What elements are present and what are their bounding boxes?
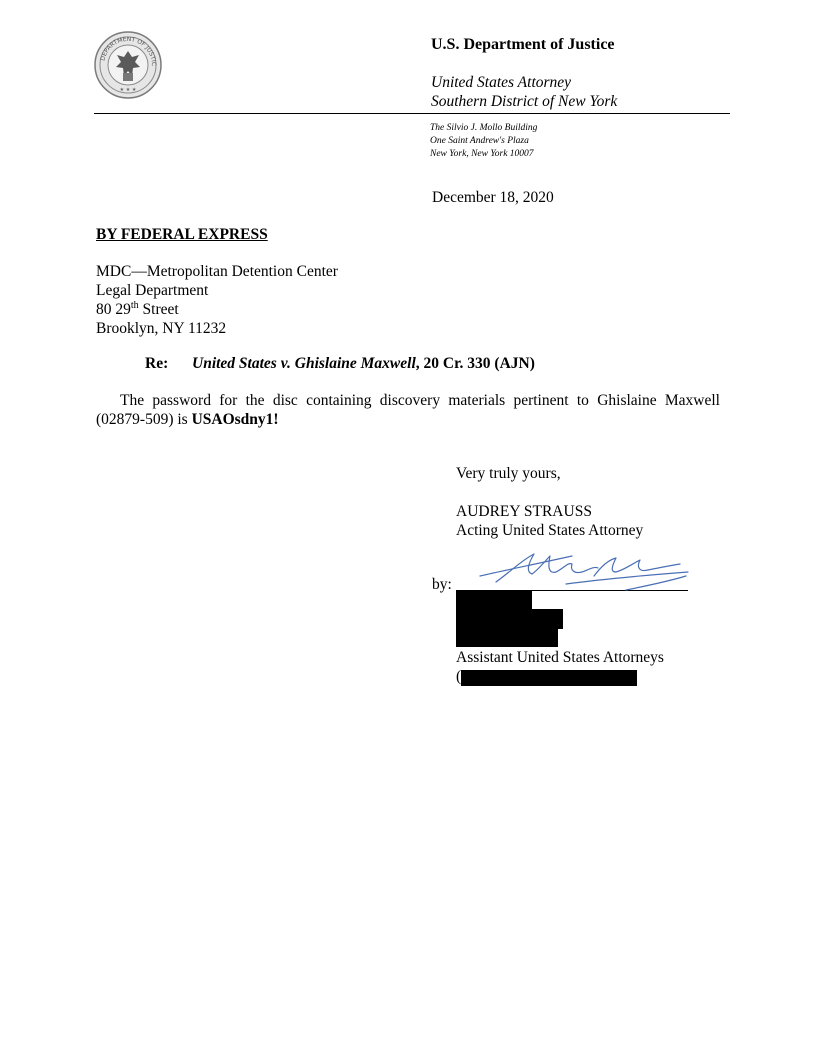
handwritten-signature: [476, 546, 696, 596]
address-line: New York, New York 10007: [430, 149, 534, 159]
doj-seal-icon: [94, 31, 162, 99]
letter-date: December 18, 2020: [432, 189, 554, 206]
recipient-line: Legal Department: [96, 282, 209, 299]
signer-name: AUDREY STRAUSS: [456, 503, 592, 520]
body-text: The password for the disc containing discovery materials pertinent to Ghislaine Maxwell (02879-509) is: [96, 392, 720, 428]
recipient-line: [96, 300, 338, 319]
contact-open-paren: (: [456, 668, 462, 685]
office-line: Southern District of New York: [431, 93, 618, 110]
case-name: United States v. Ghislaine Maxwell: [192, 355, 416, 372]
street-name: Street: [138, 301, 179, 318]
recipient-address: [96, 262, 338, 338]
recipient-line: MDC—Metropolitan Detention Center: [96, 263, 338, 280]
re-label: Re:: [145, 355, 169, 372]
signer-block: [456, 502, 643, 540]
signer-title: Acting United States Attorney: [456, 522, 644, 539]
ausa-title: Assistant United States Attorneys: [456, 649, 664, 666]
by-label: by:: [432, 576, 452, 593]
ordinal-suffix: th: [130, 299, 139, 311]
svg-text:DEPARTMENT OF JUSTICE: DEPARTMENT OF JUSTIC: [99, 35, 158, 67]
address-line: The Silvio J. Mollo Building: [430, 123, 538, 133]
recipient-line: Brooklyn, NY 11232: [96, 320, 227, 337]
redaction-bar: [456, 629, 558, 647]
redaction-bar: [456, 591, 532, 609]
letter-body: [96, 391, 720, 429]
disc-password: USAOsdny1!: [191, 411, 279, 428]
address-line: One Saint Andrew's Plaza: [430, 136, 529, 146]
letterhead-divider: [94, 113, 730, 114]
case-number: , 20 Cr. 330 (AJN): [415, 355, 535, 372]
delivery-method: BY FEDERAL EXPRESS: [96, 226, 268, 243]
svg-text:★ ★ ★: ★ ★ ★: [119, 87, 137, 93]
street-number: 80 29: [96, 301, 131, 318]
closing: Very truly yours,: [456, 465, 561, 482]
office-address: [430, 122, 537, 161]
redaction-bar: [461, 670, 637, 686]
redaction-bar: [456, 609, 563, 629]
subject-line: [145, 355, 535, 373]
office-name: [431, 73, 617, 111]
department-name: U.S. Department of Justice: [431, 36, 615, 53]
office-line: United States Attorney: [431, 74, 572, 91]
